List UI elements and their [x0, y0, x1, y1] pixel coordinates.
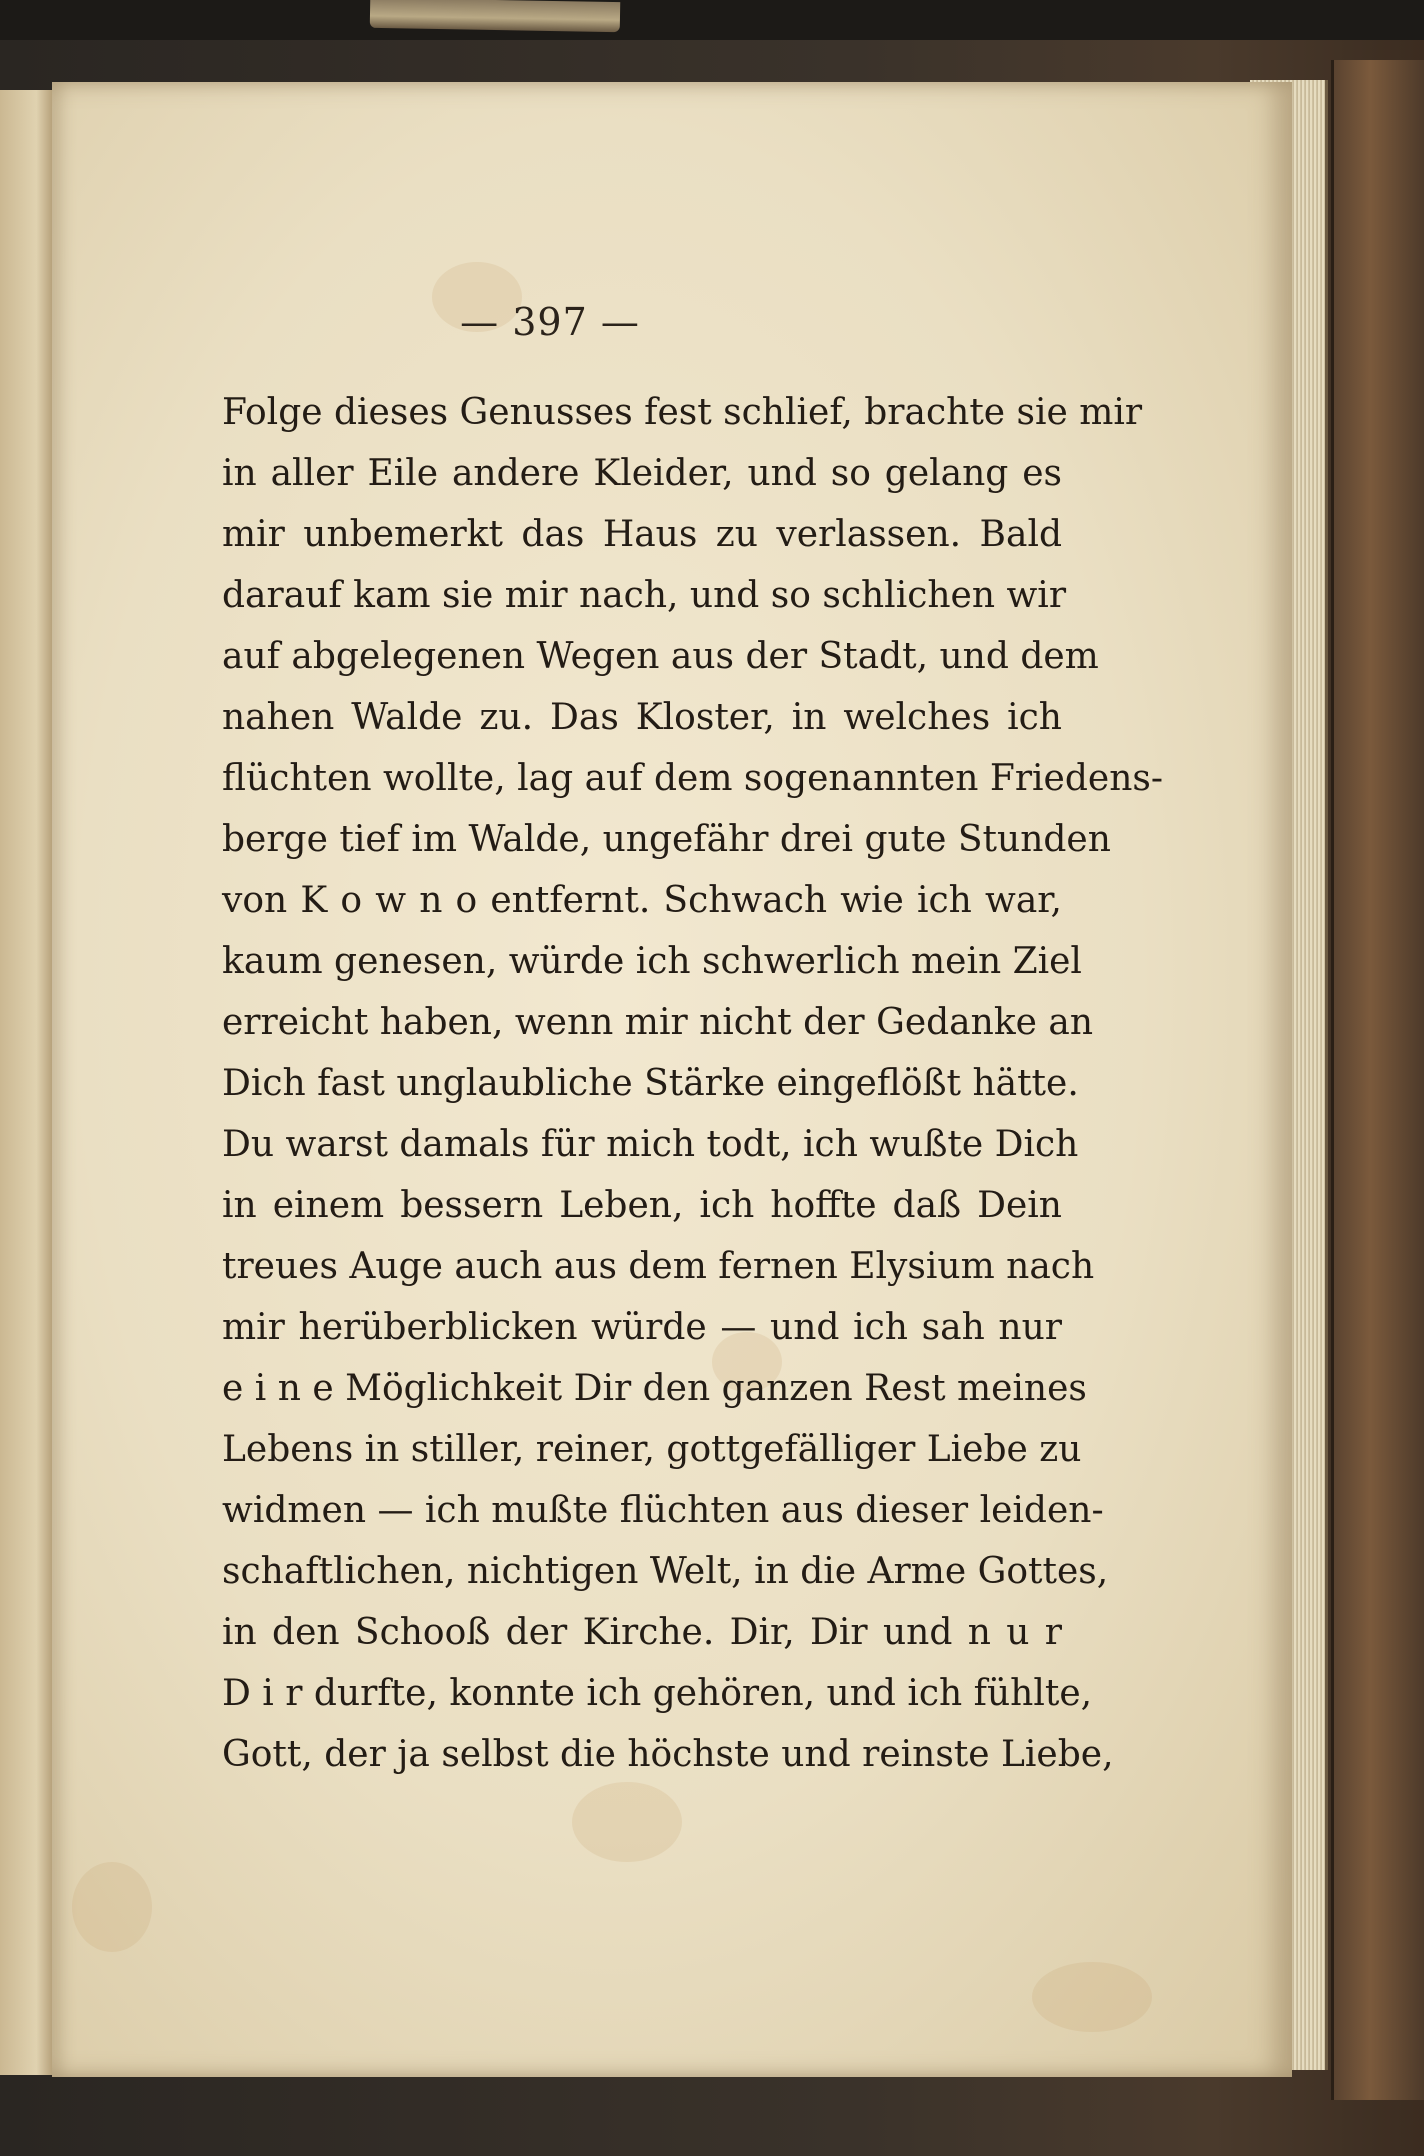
- text-line: in aller Eile andere Kleider, und so gelang es: [222, 453, 1062, 494]
- text-line: Gott, der ja selbst die höchste und reinste Liebe,: [222, 1734, 1114, 1775]
- text-line: berge tief im Walde, ungefähr drei gute Stunden: [222, 819, 1111, 860]
- left-page-edge: [0, 90, 52, 2075]
- text-line: Folge dieses Genusses fest schlief, brachte sie mir: [222, 392, 1143, 433]
- text-line: darauf kam sie mir nach, und so schlichen wir: [222, 575, 1067, 616]
- text-line: flüchten wollte, lag auf dem sogenannten Friedens-: [222, 758, 1164, 799]
- paper-stain: [72, 1862, 152, 1952]
- text-line: mir unbemerkt das Haus zu verlassen. Bald: [222, 514, 1062, 555]
- text-line: in einem bessern Leben, ich hoffte daß Dein: [222, 1185, 1062, 1226]
- text-line: schaftlichen, nichtigen Welt, in die Arme Gottes,: [222, 1551, 1109, 1592]
- text-line: auf abgelegenen Wegen aus der Stadt, und dem: [222, 636, 1099, 677]
- text-line: erreicht haben, wenn mir nicht der Gedanke an: [222, 1002, 1094, 1043]
- text-line: Du warst damals für mich todt, ich wußte Dich: [222, 1124, 1079, 1165]
- text-line: nahen Walde zu. Das Kloster, in welches ich: [222, 697, 1062, 738]
- spine-label-strip: [370, 0, 620, 32]
- text-line: Lebens in stiller, reiner, gottgefälliger Liebe zu: [222, 1429, 1082, 1470]
- text-line: Dich fast unglaubliche Stärke eingeflößt hätte.: [222, 1063, 1079, 1104]
- body-text: [222, 382, 1164, 1785]
- text-line: in den Schooß der Kirche. Dir, Dir und n u r: [222, 1612, 1062, 1653]
- text-line: mir herüberblicken würde — und ich sah nur: [222, 1307, 1062, 1348]
- text-line: D i r durfte, konnte ich gehören, und ich fühlte,: [222, 1673, 1093, 1714]
- page-number: — 397 —: [460, 300, 640, 344]
- text-line: kaum genesen, würde ich schwerlich mein Ziel: [222, 941, 1082, 982]
- text-line: e i n e Möglichkeit Dir den ganzen Rest meines: [222, 1368, 1087, 1409]
- text-line: treues Auge auch aus dem fernen Elysium nach: [222, 1246, 1095, 1287]
- paper-stain: [572, 1782, 682, 1862]
- paper-stain: [1032, 1962, 1152, 2032]
- text-line: widmen — ich mußte flüchten aus dieser leiden-: [222, 1490, 1104, 1531]
- cover-edge: [1331, 60, 1424, 2100]
- text-line: von K o w n o entfernt. Schwach wie ich war,: [222, 880, 1062, 921]
